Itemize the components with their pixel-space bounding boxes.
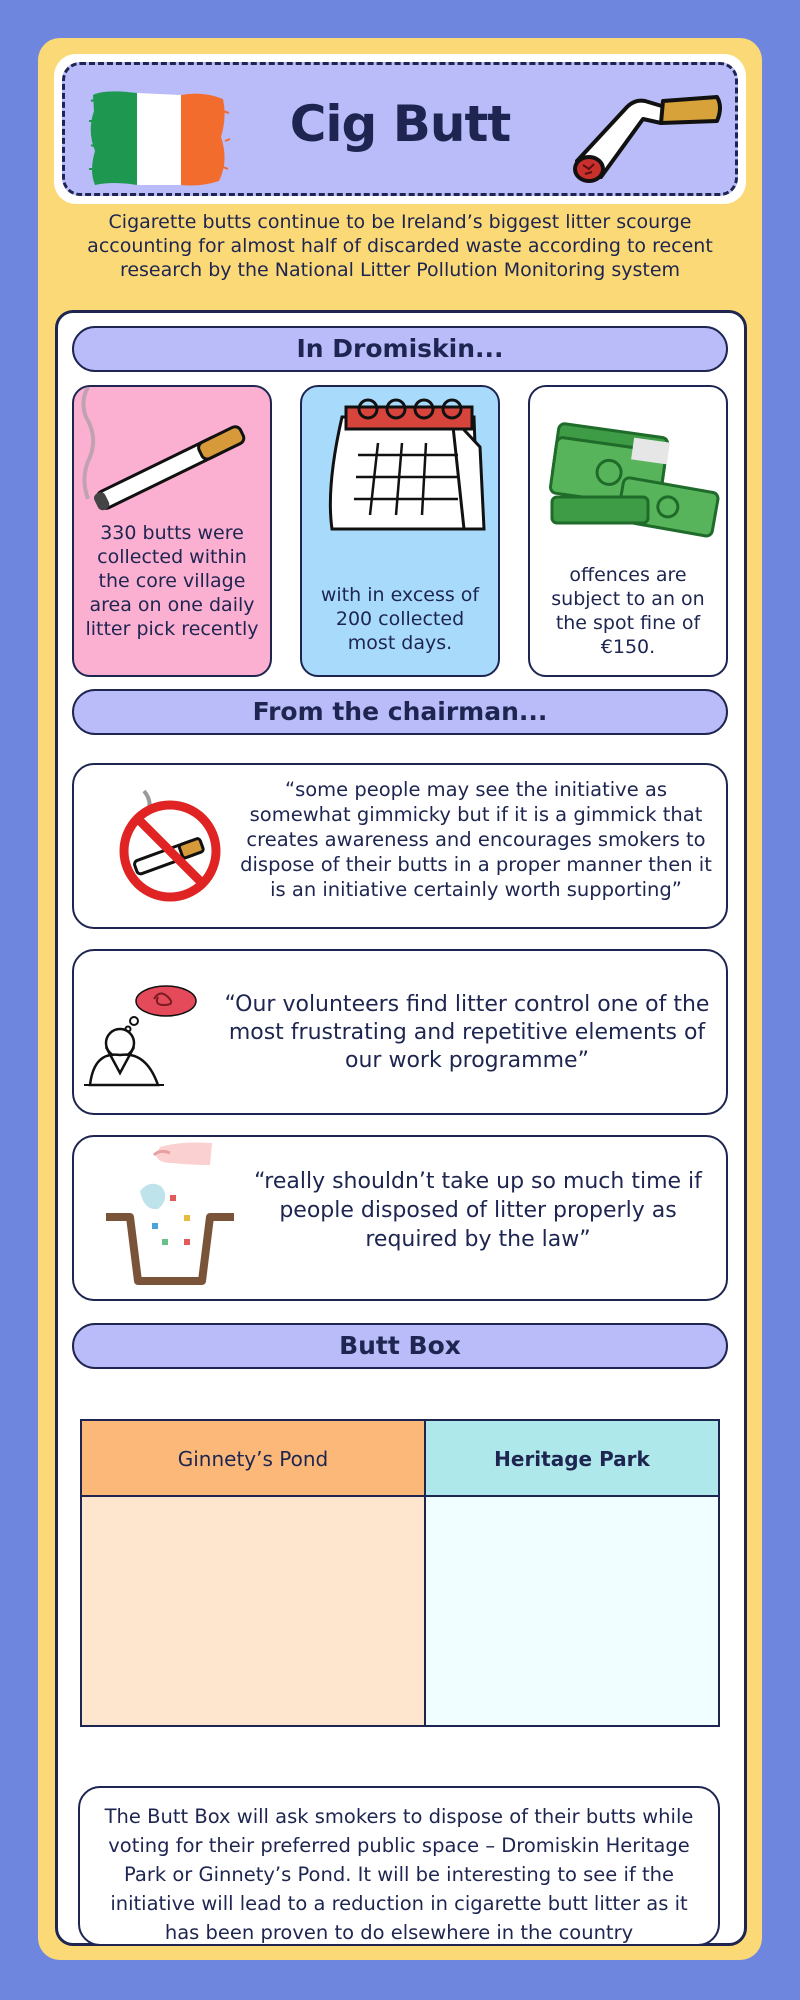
quote-text-law: “really shouldn’t take up so much time if people disposed of litter properly as required by the law” xyxy=(254,1169,702,1252)
section-heading-butt-box: Butt Box xyxy=(72,1323,728,1369)
content-panel xyxy=(55,310,747,1946)
calendar-icon xyxy=(302,387,498,537)
section-heading-dromiskin: In Dromiskin... xyxy=(72,326,728,372)
cell-ginnetys-pond xyxy=(82,1497,426,1725)
butt-box-table xyxy=(80,1419,720,1727)
quote-text-volunteers: “Our volunteers find litter control one of the most frustrating and repetitive elements of our work programme” xyxy=(224,992,710,1073)
stat-text-daily-count: with in excess of 200 collected most days. xyxy=(320,584,480,654)
section-heading-chairman: From the chairman... xyxy=(72,689,728,735)
quote-text-gimmick: “some people may see the initiative as somewhat gimmicky but if it is a gimmick that creates awareness and encourages smokers to dispose of their butts in a proper manner then it is an initiative certainly worth supporting” xyxy=(240,778,712,901)
cigarette-icon xyxy=(74,387,270,517)
title-banner-inner xyxy=(62,62,738,196)
stat-text-butts-collected: 330 butts were collected within the core village area on one daily litter pick recently xyxy=(85,522,259,640)
litter-bin-icon xyxy=(100,1139,240,1289)
cell-heritage-park xyxy=(426,1497,718,1725)
intro-text: Cigarette butts continue to be Ireland’s biggest litter scourge accounting for almost half of discarded waste according to recent research by the National Litter Pollution Monitoring system xyxy=(87,211,713,281)
cigarette-butt-icon xyxy=(557,77,727,187)
frustrated-person-icon xyxy=(84,981,204,1091)
column-header-ginnetys-pond: Ginnety’s Pond xyxy=(82,1421,426,1497)
poster-panel xyxy=(38,38,762,1960)
quote-card-law xyxy=(72,1135,728,1301)
column-header-heritage-park: Heritage Park xyxy=(426,1421,718,1497)
quote-card-volunteers xyxy=(72,949,728,1115)
stat-card-daily-count xyxy=(300,385,500,677)
page-title: Cig Butt xyxy=(289,95,511,153)
money-icon xyxy=(530,387,726,547)
quote-card-gimmick xyxy=(72,763,728,929)
no-smoking-icon xyxy=(114,787,226,907)
stat-card-fine xyxy=(528,385,728,677)
butt-box-description: The Butt Box will ask smokers to dispose of their butts while voting for their preferred public space – Dromiskin Heritage Park or Ginnety’s Pond. It will be interesting to see if the initiative will lead to a reduction in cigarette butt litter as it has been proven to do elsewhere in the country xyxy=(78,1786,720,1946)
stat-text-fine: offences are subject to an on the spot fine of €150. xyxy=(551,564,705,658)
stat-card-butts-collected xyxy=(72,385,272,677)
title-banner xyxy=(54,54,746,204)
